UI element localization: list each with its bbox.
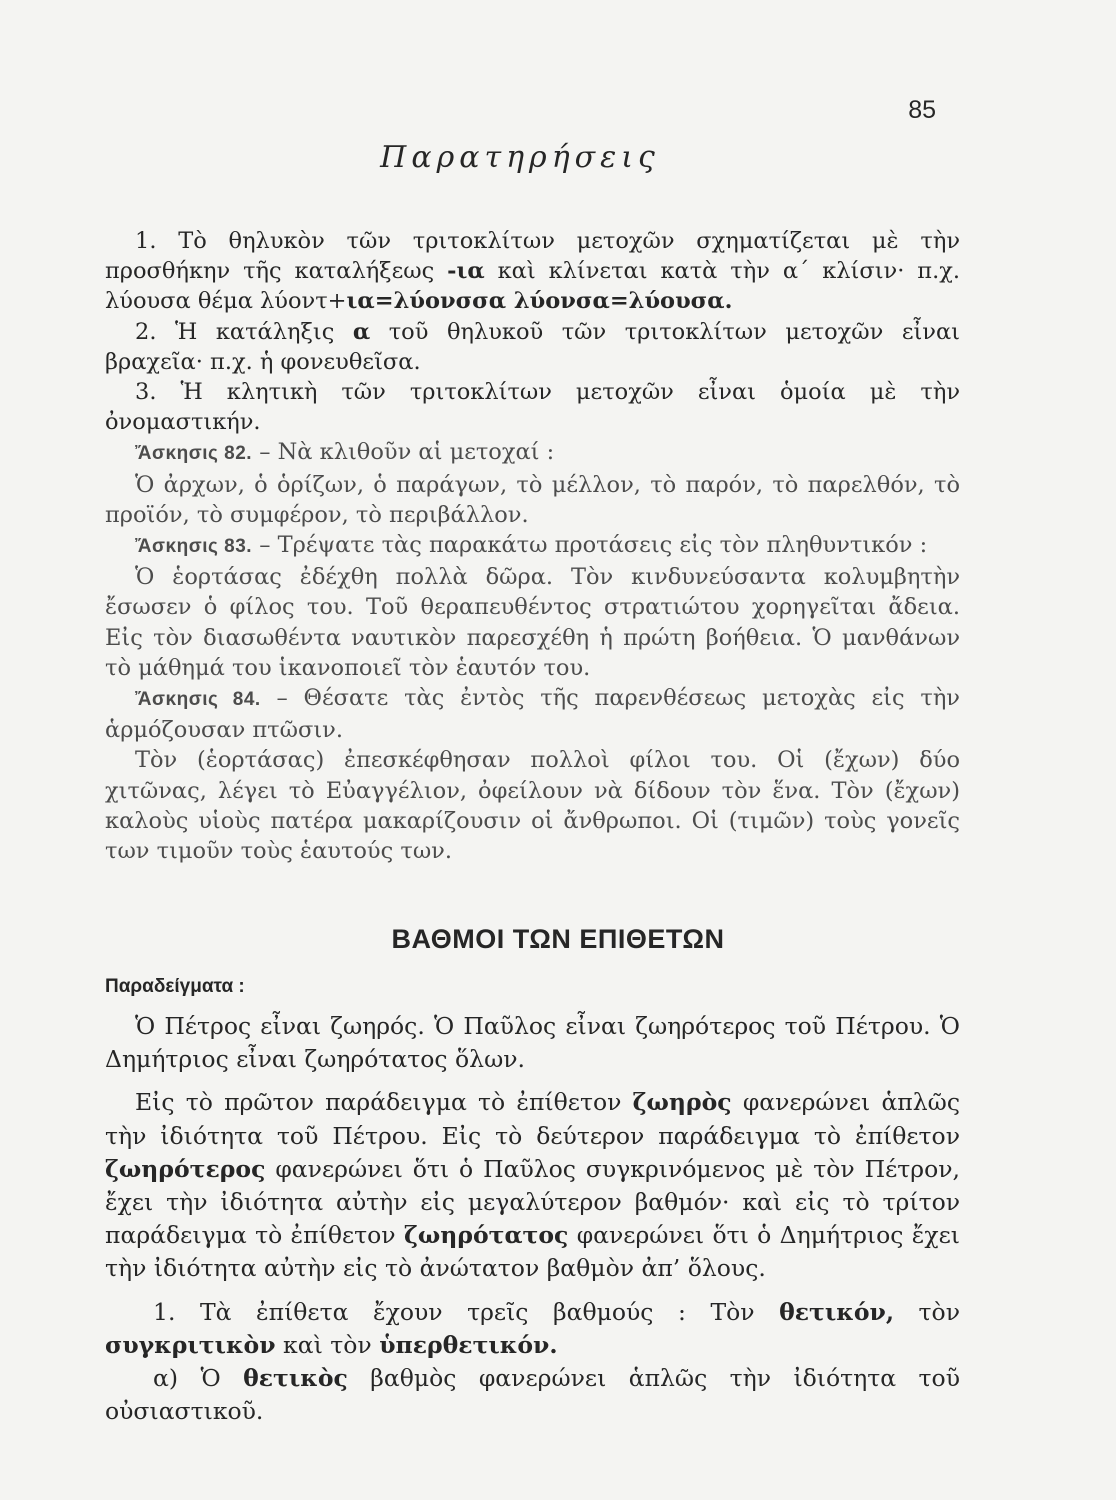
section-title: Παρατηρήσεις	[380, 140, 660, 175]
exercise-83: Ἄσκησις 83. – Τρέψατε τὰς παρακάτω προτάσεις εἰς τὸν πληθυντικόν :	[135, 532, 928, 559]
exercise-83-text: Ὁ ἑορτάσας ἐδέχθη πολλὰ δῶρα. Τὸν κινδυνεύσαντα κολυμβητὴν ἔσωσεν ὁ φίλος του. Τοῦ θεραπευθέντος στρατιώτου χορηγεῖται ἄδεια. Εἰς τὸν διασωθέντα ναυτικὸν παρεσχέθη ἡ πρώτη βοήθεια. Ὁ μανθάνων τὸ μάθημά του ἱκανοποιεῖ τὸν ἑαυτόν του.	[105, 564, 960, 681]
observation-1: 1. Τὸ θηλυκὸν τῶν τριτοκλίτων μετοχῶν σχηματίζεται μὲ τὴν προσθήκην τῆς καταλήξεως -ια καὶ κλίνεται κατὰ τὴν α΄ κλίσιν· π.χ. λύουσα θέμα λύοντ+ια=λύονσσα λύονσα=λύουσα.	[105, 228, 961, 315]
exercise-84: Ἄσκησις 84. – Θέσατε τὰς ἐντὸς τῆς παρενθέσεως μετοχὰς εἰς τὴν ἁρμόζουσαν πτῶσιν.	[105, 685, 960, 744]
exercise-82: Ἄσκησις 82. – Νὰ κλιθοῦν αἱ μετοχαί :	[135, 439, 555, 466]
observation-2: 2. Ἡ κατάληξις α τοῦ θηλυκοῦ τῶν τριτοκλίτων μετοχῶν εἶναι βραχεῖα· π.χ. ἡ φονευθεῖσα.	[105, 318, 961, 375]
rule-1: 1. Τὰ ἐπίθετα ἔχουν τρεῖς βαθμούς : Τὸν θετικόν, τὸν συγκριτικὸν καὶ τὸν ὑπερθετικόν.	[105, 1297, 960, 1359]
explanation: Εἰς τὸ πρῶτον παράδειγμα τὸ ἐπίθετον ζωηρὸς φανερώνει ἁπλῶς τὴν ἰδιότητα τοῦ Πέτρου. Εἰς τὸ δεύτερον παράδειγμα τὸ ἐπίθετον ζωηρότερος φανερώνει ὅτι ὁ Παῦλος συγκρινόμενος μὲ τὸν Πέτρον, ἔχει τὴν ἰδιότητα αὐτὴν εἰς μεγαλύτερον βαθμόν· καὶ εἰς τὸ τρίτον παράδειγμα τὸ ἐπίθετον ζωηρότατος φανερώνει ὅτι ὁ Δημήτριος ἔχει τὴν ἰδιότητα αὐτὴν εἰς τὸ ἀνώτατον βαθμὸν ἀπ’ ὅλους.	[105, 1088, 960, 1283]
exercise-label: Ἄσκησις 83.	[135, 536, 253, 558]
degrees-heading: ΒΑΘΜΟΙ ΤΩΝ ΕΠΙΘΕΤΩΝ	[391, 924, 725, 954]
observation-3: 3. Ἡ κλητικὴ τῶν τριτοκλίτων μετοχῶν εἶναι ὁμοία μὲ τὴν ὀνομαστικήν.	[105, 379, 960, 436]
exercise-82-text: Ὁ ἀρχων, ὁ ὁρίζων, ὁ παράγων, τὸ μέλλον, τὸ παρόν, τὸ παρελθόν, τὸ προϊόν, τὸ συμφέρον, τὸ περιβάλλον.	[105, 471, 960, 528]
rule-a: α) Ὁ θετικὸς βαθμὸς φανερώνει ἁπλῶς τὴν ἰδιότητα τοῦ οὐσιαστικοῦ.	[105, 1364, 960, 1426]
exercise-label: Ἄσκησις 84.	[135, 689, 261, 711]
degrees-body	[105, 1010, 960, 1428]
exercise-84-text: Τὸν (ἑορτάσας) ἐπεσκέφθησαν πολλοὶ φίλοι του. Οἱ (ἔχων) δύο χιτῶνας, λέγει τὸ Εὐαγγέλιον, ὀφείλουν νὰ δίδουν τὸν ἕνα. Τὸν (ἔχων) καλοὺς υἱοὺς πατέρα μακαρίζουσιν οἱ ἄνθρωποι. Οἱ (τιμῶν) τοὺς γονεῖς των τιμοῦν τοὺς ἑαυτούς των.	[105, 747, 960, 865]
exercise-label: Ἄσκησις 82.	[135, 443, 253, 465]
examples-text: Ὁ Πέτρος εἶναι ζωηρός. Ὁ Παῦλος εἶναι ζωηρότερος τοῦ Πέτρου. Ὁ Δημήτριος εἶναι ζωηρότατος ὅλων.	[105, 1012, 960, 1074]
observations	[105, 226, 960, 866]
page-number: 85	[908, 96, 936, 124]
examples-label: Παραδείγματα :	[105, 976, 245, 997]
